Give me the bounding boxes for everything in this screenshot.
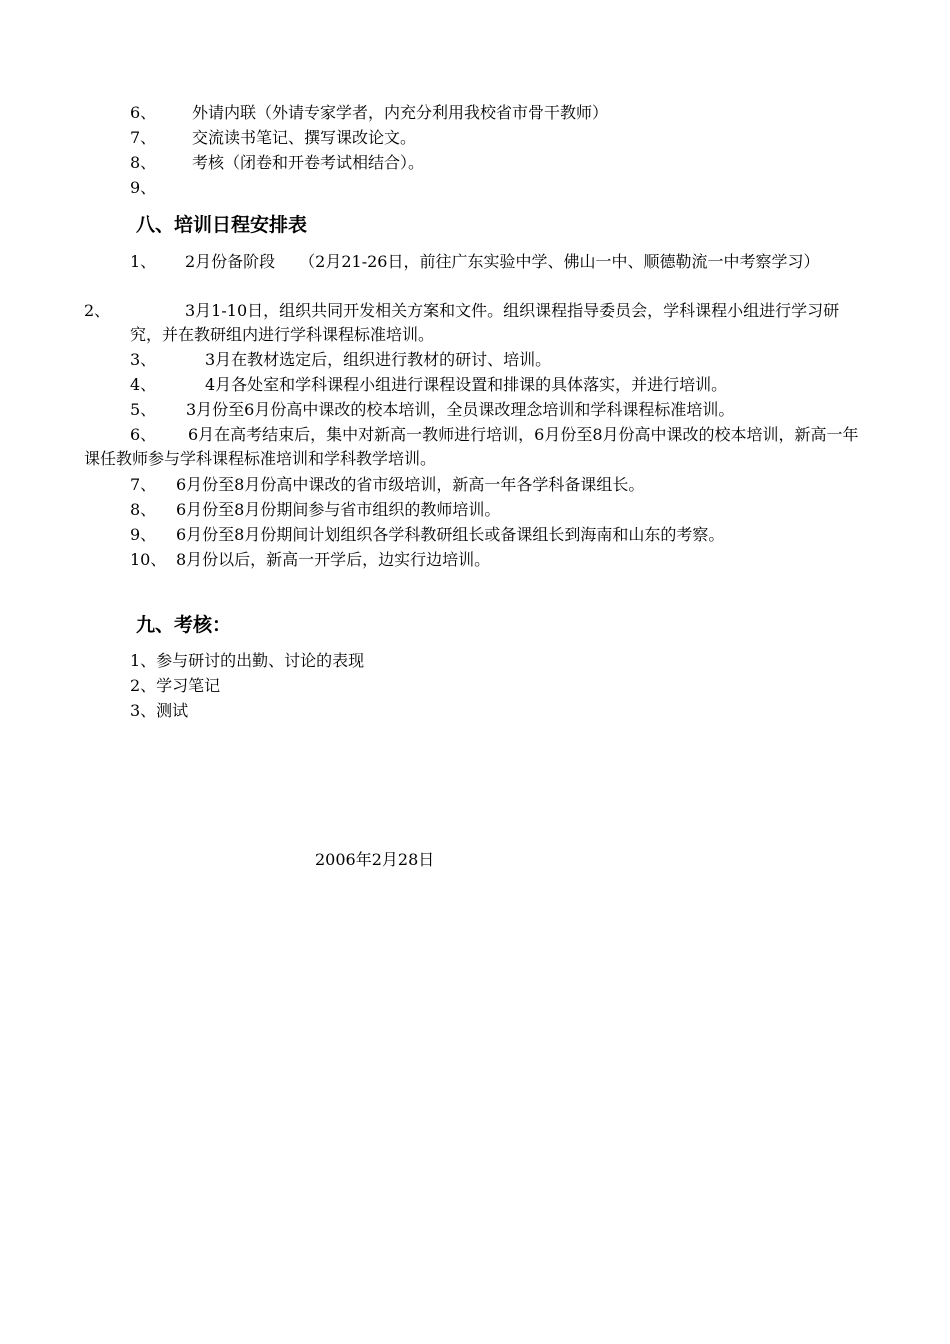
assessment-item-3: 3、测试 — [130, 701, 189, 720]
schedule-item-6: 6、 6月在高考结束后，集中对新高一教师进行培训，6月份至8月份高中课改的校本培训，新高一年课任教师参与学科课程标准培训和学科教学培训。 — [84, 425, 859, 468]
assessment-item-1: 1、参与研讨的出勤、讨论的表现 — [130, 651, 365, 670]
method-item-9: 9、 — [130, 178, 157, 197]
schedule-item-5: 5、 3月份至6月份高中课改的校本培训，全员课改理念培训和学科课程标准培训。 — [130, 400, 735, 419]
schedule-item-1: 1、 2月份备阶段 （2月21-26日，前往广东实验中学、佛山一中、顺德勒流一中考察学习） — [130, 252, 820, 271]
schedule-item-9: 9、 6月份至8月份期间计划组织各学科教研组长或备课组长到海南和山东的考察。 — [130, 525, 725, 544]
document-date: 2006年2月28日 — [315, 850, 435, 869]
assessment-heading: 九、考核： — [136, 614, 232, 636]
schedule-heading: 八、培训日程安排表 — [136, 214, 308, 236]
schedule-item-10: 10、 8月份以后，新高一开学后，边实行边培训。 — [130, 550, 491, 569]
schedule-item-8: 8、 6月份至8月份期间参与省市组织的教师培训。 — [130, 500, 501, 519]
schedule-item-4: 4、 4月各处室和学科课程小组进行课程设置和排课的具体落实，并进行培训。 — [130, 375, 728, 394]
method-item-7: 7、 交流读书笔记、撰写课改论文。 — [130, 128, 417, 147]
schedule-item-7: 7、 6月份至8月份高中课改的省市级培训，新高一年各学科备课组长。 — [130, 475, 645, 494]
assessment-item-2: 2、学习笔记 — [130, 676, 221, 695]
schedule-item-2: 2、 3月1-10日，组织共同开发相关方案和文件。组织课程指导委员会，学科课程小组进行学习研究，并在教研组内进行学科课程标准培训。 — [84, 301, 840, 344]
schedule-item-3: 3、 3月在教材选定后，组织进行教材的研讨、培训。 — [130, 350, 552, 369]
method-item-8: 8、 考核（闭卷和开卷考试相结合）。 — [130, 153, 425, 172]
method-item-6: 6、 外请内联（外请专家学者，内充分利用我校省市骨干教师） — [130, 103, 609, 122]
